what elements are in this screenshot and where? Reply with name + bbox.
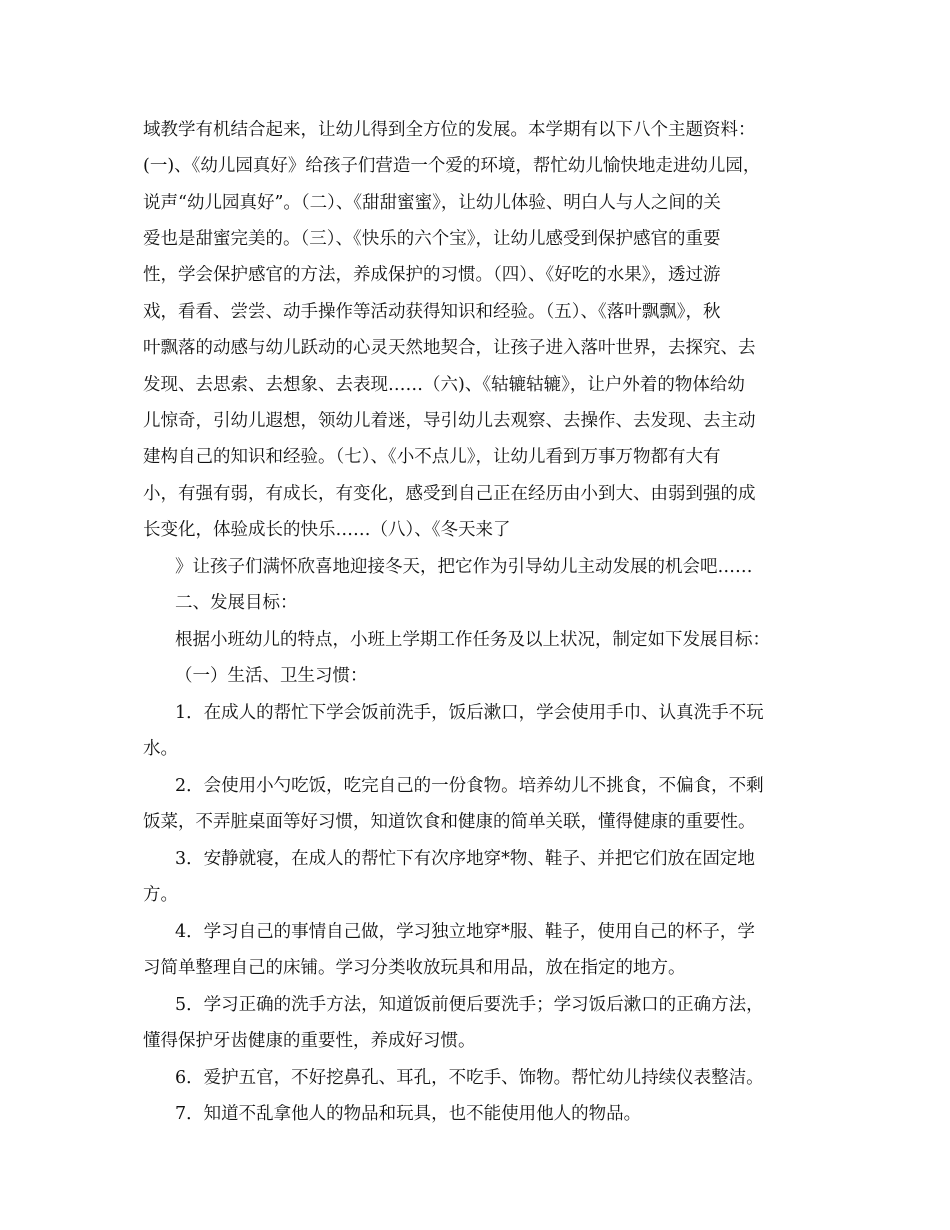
list-item-line: 习简单整理自己的床铺。学习分类收放玩具和用品，放在指定的地方。 (143, 958, 686, 978)
list-item-line: 方。 (143, 885, 178, 905)
list-item-line: 3．安静就寝，在成人的帮忙下有次序地穿*物、鞋子、并把它们放在固定地 (175, 849, 755, 869)
paragraph-line: 叶飘落的动感与幼儿跃动的心灵天然地契合，让孩子进入落叶世界，去探究、去 (143, 338, 756, 358)
paragraph-line: 戏，看看、尝尝、动手操作等活动获得知识和经验。（五）、《落叶飘飘》，秋 (143, 302, 721, 322)
paragraph-line: 说声“幼儿园真好”。（二）、《甜甜蜜蜜》，让幼儿体验、明白人与人之间的关 (143, 193, 721, 213)
list-item-line: 5．学习正确的洗手方法，知道饭前便后要洗手；学习饭后漱口的正确方法， (175, 995, 764, 1015)
list-item-line: 4．学习自己的事情自己做，学习独立地穿*服、鞋子，使用自己的杯子，学 (175, 922, 755, 942)
paragraph-line: 域教学有机结合起来，让幼儿得到全方位的发展。本学期有以下八个主题资料： (143, 120, 756, 140)
paragraph-line: 儿惊奇，引幼儿遐想，领幼儿着迷，导引幼儿去观察、去操作、去发现、去主动 (143, 411, 756, 431)
list-item-line: 饭菜，不弄脏桌面等好习惯，知道饮食和健康的简单关联，懂得健康的重要性。 (143, 812, 756, 832)
section-heading: 二、发展目标： (175, 593, 298, 613)
list-item-line: 6．爱护五官，不好挖鼻孔、耳孔，不吃手、饰物。帮忙幼儿持续仪表整洁。 (175, 1068, 764, 1088)
paragraph-line: 发现、去思索、去想象、去表现……（六)、《轱辘轱辘》，让户外着的物体给幼 (143, 375, 745, 395)
paragraph-line: 性，学会保护感官的方法，养成保护的习惯。（四）、《好吃的水果》，透过游 (143, 265, 721, 285)
list-item-line: 7．知道不乱拿他人的物品和玩具，也不能使用他人的物品。 (175, 1104, 642, 1124)
subsection-heading: （一）生活、卫生习惯： (175, 666, 368, 686)
list-item-line: 2．会使用小勺吃饭，吃完自己的一份食物。培养幼儿不挑食，不偏食，不剩 (175, 776, 764, 796)
paragraph-line: 长变化，体验成长的快乐……（八）、《冬天来了 (143, 520, 511, 540)
paragraph-line: 根据小班幼儿的特点，小班上学期工作任务及以上状况，制定如下发展目标： (175, 630, 770, 650)
paragraph-line: 爱也是甜蜜完美的。（三）、《快乐的六个宝》，让幼儿感受到保护感官的重要 (143, 229, 721, 249)
paragraph-line: 建构自己的知识和经验。（七）、《小不点儿》，让幼儿看到万事万物都有大有 (143, 447, 721, 467)
list-item-line: 懂得保护牙齿健康的重要性，养成好习惯。 (143, 1031, 476, 1051)
paragraph-line: 小，有强有弱，有成长，有变化，感受到自己正在经历由小到大、由弱到强的成 (143, 484, 756, 504)
list-item-line: 水。 (143, 739, 178, 759)
paragraph-line: (一)、《幼儿园真好》给孩子们营造一个爱的环境，帮忙幼儿愉快地走进幼儿园， (143, 156, 761, 176)
list-item-line: 1．在成人的帮忙下学会饭前洗手，饭后漱口，学会使用手巾、认真洗手不玩 (175, 703, 764, 723)
paragraph-line: 》让孩子们满怀欣喜地迎接冬天，把它作为引导幼儿主动发展的机会吧…… (175, 557, 753, 577)
